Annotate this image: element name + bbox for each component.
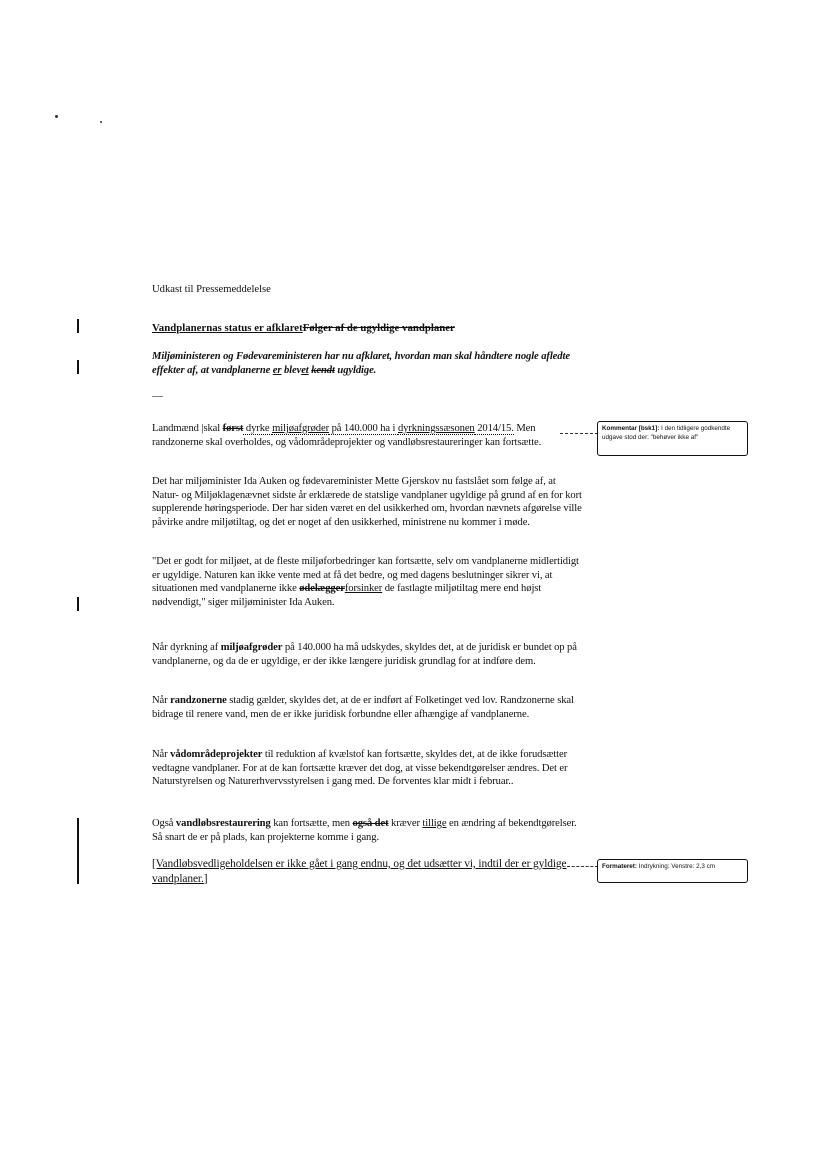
paragraph-text: kræver	[388, 818, 423, 829]
comment-balloon[interactable]	[597, 421, 748, 456]
subtitle-deleted: kendt	[311, 364, 335, 376]
subtitle-inserted: et	[301, 364, 309, 376]
paragraph-text: Når	[152, 749, 171, 760]
paragraph-4	[152, 641, 582, 668]
paragraph-text: skal	[203, 423, 223, 434]
deleted-text: først	[222, 423, 244, 434]
paragraph-text: Når dyrkning af	[152, 642, 221, 653]
comment-connector	[567, 866, 598, 867]
change-bar	[77, 818, 79, 884]
paragraph-text: Landmænd	[152, 423, 202, 434]
title-deleted: Følger af de ugyldige vandplaner	[302, 322, 455, 334]
title	[152, 322, 455, 334]
paragraph-text: 2014/15.	[474, 423, 514, 434]
title-inserted: Vandplanernas status er afklaret	[152, 322, 303, 334]
paragraph-text: Men randzonerne skal overholdes, og vådområdeprojekter og vandløbsrestaureringer kan fortsætte.	[152, 423, 542, 448]
subtitle-text: ugyldige.	[334, 364, 377, 376]
comment-label: Kommentar [bsk1]:	[602, 425, 660, 432]
paragraph-1	[152, 422, 582, 449]
comment-connector	[560, 433, 598, 434]
subtitle-text: Miljøministeren og Fødevareministeren har nu afklaret, hvordan man skal håndtere nogle afledte effekter af, at vandplanerne	[152, 351, 570, 376]
change-bar	[77, 597, 79, 611]
paragraph-text: Også	[152, 818, 176, 829]
paragraph-text: en ændring af bekendtgørelser. Så snart de er på plads, kan projekterne komme i gang.	[152, 818, 577, 843]
paragraph-text: på 140.000 ha i	[329, 423, 398, 434]
inserted-text: forsinker	[344, 583, 383, 595]
paragraph-5	[152, 694, 582, 721]
paragraph-text: til reduktion af kvælstof kan fortsætte, skyldes det, at de ikke forudsætter vedtagne vandplaner. For at de kan fortsætte kræver det dog, at visse bekendtgørelser ændres. Det er Naturstyrelsen og Naturerhvervsstyrelsen i gang med. De forventes klar midt i februar..	[152, 749, 568, 788]
paragraph-text: stadig gælder, skyldes det, at de er indført af Folketinget ved lov. Randzonerne skal bidrage til renere vand, men de er ikke juridisk forbundne eller afhængige af vandplanerne.	[152, 695, 574, 720]
deleted-text: også det	[352, 818, 389, 829]
paragraph-text: Når	[152, 695, 171, 706]
subtitle-inserted: er	[272, 364, 282, 376]
scan-speck	[100, 121, 102, 123]
paragraph-text: dyrkningssæsonen	[397, 423, 475, 434]
inserted-text: tillige	[422, 818, 447, 829]
format-label: Formateret:	[602, 863, 637, 870]
format-balloon[interactable]	[597, 859, 748, 883]
comment-text: I den tidligere godkendte udgave stod der: "behøver ikke af"	[602, 425, 731, 441]
subtitle	[152, 350, 572, 377]
paragraph-text: miljøafgrøder	[272, 423, 330, 434]
paragraph-3	[152, 555, 582, 609]
paragraph-text: "Det er godt for miljøet, at de fleste miljøforbedringer kan fortsætte, selv om vandplanerne midlertidigt er ugyldige. Naturen kan ikke vente med at få det bedre, og med dagens beslutninger sikrer vi, at situationen med vandplanerne ikke	[152, 556, 579, 595]
change-bar	[77, 319, 79, 333]
deleted-text: ødelægger	[299, 583, 345, 595]
text-cursor: |	[201, 423, 204, 434]
paragraph-8: [Vandløbsvedligeholdelsen er ikke gået i gang endnu, og det udsætter vi, indtil der er gyldige vandplaner.]	[152, 858, 567, 885]
subtitle-text: blev	[281, 364, 302, 376]
change-bar	[77, 360, 79, 374]
paragraph-2: Det har miljøminister Ida Auken og fødevareminister Mette Gjerskov nu fastslået som følge af, at Natur- og Miljøklagenævnet sidste år erklærede de statslige vandplaner ugyldige på grund af en for kort supplerende høringsperiode. Der har siden været en del usikkerhed om, hvordan nævnets afgørelse ville påvirke andre miljøtiltag, og det er noget af den usikkerhed, ministrene nu kommer i møde.	[152, 476, 582, 528]
separator: —	[152, 390, 163, 402]
scan-speck	[55, 115, 58, 118]
format-text: Indrykning: Venstre: 2,3 cm	[637, 863, 716, 870]
header-label: Udkast til Pressemeddelelse	[152, 284, 271, 295]
paragraph-text: kan fortsætte, men	[270, 818, 353, 829]
paragraph-6	[152, 748, 582, 789]
paragraph-text: de fastlagte miljøtiltag mere end højst nødvendigt," siger miljøminister Ida Auken.	[152, 583, 542, 608]
bold-text: miljøafgrøder	[220, 642, 283, 653]
bold-text: randzonerne	[170, 695, 227, 706]
bold-text: vandløbsrestaurering	[175, 818, 271, 829]
paragraph-7	[152, 817, 582, 844]
paragraph-text: på 140.000 ha må udskydes, skyldes det, at de juridisk er bundet op på vandplanerne, og da de er ugyldige, er der ikke længere juridisk grundlag for at indføre dem.	[152, 642, 577, 667]
bold-text: vådområdeprojekter	[170, 749, 263, 760]
paragraph-text: dyrke	[243, 423, 273, 434]
